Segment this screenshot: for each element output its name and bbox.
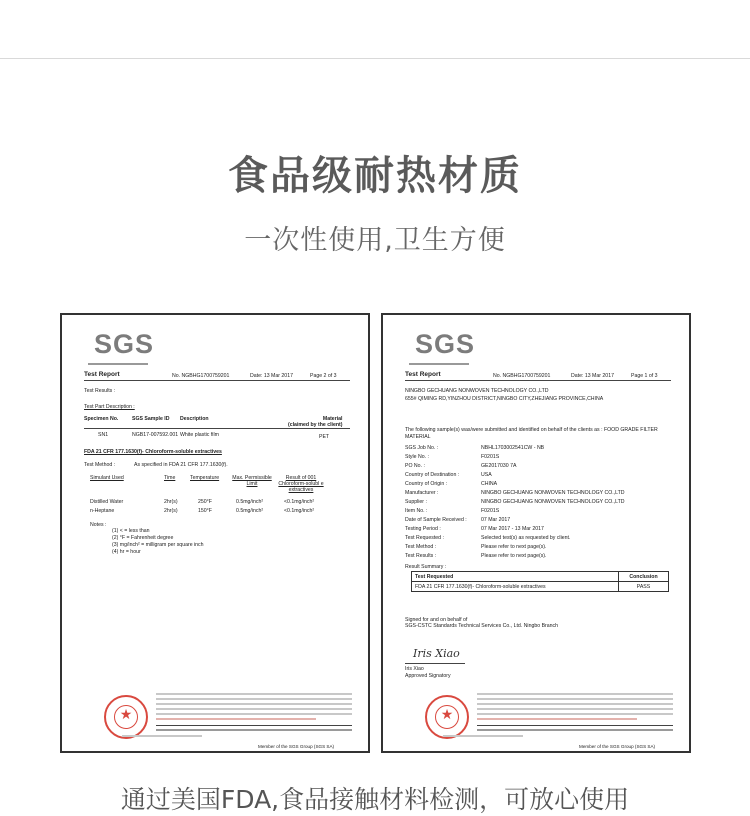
fine-print bbox=[156, 693, 352, 695]
field-value: GE2017030 7A bbox=[481, 463, 517, 469]
sim-header: Simulant Used bbox=[90, 475, 124, 481]
summary-label: Result Summary : bbox=[405, 564, 447, 570]
field-value: Please refer to next page(s). bbox=[481, 544, 547, 550]
client-address: 655# QIMING RD,YINZHOU DISTRICT,NINGBO CITY,ZHEJIANG PROVINCE,CHINA bbox=[405, 396, 604, 402]
signer-name: Iris Xiao bbox=[405, 666, 424, 672]
field-label: PO No. : bbox=[405, 463, 425, 469]
field-label: Test Results : bbox=[405, 553, 437, 559]
top-divider bbox=[0, 58, 750, 59]
fine-print bbox=[122, 735, 202, 737]
signer-title: Approved Signatory bbox=[405, 673, 451, 679]
sim-cell: n-Heptane bbox=[90, 508, 115, 514]
summary-cell: FDA 21 CFR 177.1630(f)- Chloroform-soluble extractives bbox=[412, 582, 619, 592]
member-line: Member of the SGS Group (SGS SA) bbox=[579, 744, 656, 749]
field-value: F0201S bbox=[481, 454, 500, 460]
spec-cell: White plastic film bbox=[180, 432, 219, 438]
official-stamp bbox=[425, 695, 469, 739]
field-label: Date of Sample Received : bbox=[405, 517, 467, 523]
report-number: No. NGBHG1700759201 bbox=[172, 373, 230, 379]
spec-header: Description bbox=[180, 416, 209, 422]
star-icon: ★ bbox=[440, 706, 454, 722]
fine-print bbox=[477, 713, 673, 715]
field-value: Selected test(s) as requested by client. bbox=[481, 535, 571, 541]
sim-header: Result of 001 Chloroform-solubl e extractives bbox=[278, 475, 324, 493]
page-subtitle: 一次性使用,卫生方便 bbox=[244, 225, 506, 256]
logo-underline bbox=[409, 363, 469, 365]
result-summary-table bbox=[411, 571, 669, 592]
field-label: Manufacturer : bbox=[405, 490, 439, 496]
field-label: Supplier : bbox=[405, 499, 427, 505]
fine-print bbox=[156, 713, 352, 715]
sgs-logo: SGS bbox=[415, 329, 476, 359]
member-line: Member of the SGS Group (SGS SA) bbox=[258, 744, 335, 749]
fine-print bbox=[156, 729, 352, 731]
sim-header: Max. Permissible Limit bbox=[232, 475, 272, 487]
field-label: Test Method : bbox=[405, 544, 437, 550]
note-item: (3) mg/inch² = milligram per square inch bbox=[112, 542, 204, 548]
results-label: Test Results : bbox=[84, 388, 116, 394]
spec-cell: PET bbox=[319, 434, 330, 440]
fine-print bbox=[477, 693, 673, 695]
field-label: Testing Period : bbox=[405, 526, 441, 532]
report-page: Page 1 of 3 bbox=[631, 373, 658, 379]
field-value: CHINA bbox=[481, 481, 498, 487]
sim-cell: 250°F bbox=[198, 499, 212, 505]
sim-cell: <0.1mg/inch² bbox=[284, 508, 315, 514]
footer-rule bbox=[156, 725, 352, 726]
field-value: USA bbox=[481, 472, 492, 478]
handwritten-signature: Iris Xiao bbox=[413, 647, 460, 660]
spec-header: Specimen No. bbox=[84, 416, 119, 422]
summary-header: Test Requested bbox=[412, 572, 619, 582]
fine-print bbox=[477, 729, 673, 731]
logo-underline bbox=[88, 363, 148, 365]
page-title: 食品级耐热材质 bbox=[228, 153, 522, 199]
field-label: Test Requested : bbox=[405, 535, 444, 541]
client-company: NINGBO GECHUANG NONWOVEN TECHNOLOGY CO.,LTD bbox=[405, 388, 549, 394]
report-page: Page 2 of 3 bbox=[310, 373, 337, 379]
signed-text: SGS-CSTC Standards Technical Services Co., Ltd. Ningbo Branch bbox=[405, 623, 559, 629]
signed-text: Signed for and on behalf of bbox=[405, 617, 468, 623]
spec-cell: NGB17-007592.001 bbox=[132, 432, 179, 438]
field-label: SGS Job No. : bbox=[405, 445, 439, 451]
fine-print bbox=[156, 718, 316, 720]
sim-cell: 0.5mg/inch² bbox=[236, 508, 264, 514]
bottom-caption: 通过美国FDA,食品接触材料检测，可放心使用 bbox=[120, 785, 630, 814]
report-number: No. NGBHG1700759201 bbox=[493, 373, 551, 379]
note-item: (2) °F = Fahrenheit degree bbox=[112, 535, 174, 541]
sim-cell: 2hr(s) bbox=[164, 508, 178, 514]
summary-header: Conclusion bbox=[619, 572, 669, 582]
field-label: Country of Destination : bbox=[405, 472, 460, 478]
notes-label: Notes : bbox=[90, 522, 107, 528]
fine-print bbox=[156, 698, 352, 700]
field-value: 07 Mar 2017 - 13 Mar 2017 bbox=[481, 526, 544, 532]
spec-rule bbox=[84, 428, 350, 429]
field-label: Item No. : bbox=[405, 508, 428, 514]
field-label: Country of Origin : bbox=[405, 481, 448, 487]
official-stamp bbox=[104, 695, 148, 739]
sim-header: Temperature bbox=[190, 475, 220, 481]
field-label: Style No. : bbox=[405, 454, 429, 460]
spec-cell: SN1 bbox=[98, 432, 109, 438]
field-value: Please refer to next page(s). bbox=[481, 553, 547, 559]
field-value: NINGBO GECHUANG NONWOVEN TECHNOLOGY CO.,LTD bbox=[481, 490, 625, 496]
spec-header: Material (claimed by the client) bbox=[288, 416, 343, 428]
summary-cell: PASS bbox=[619, 582, 669, 592]
fine-print bbox=[156, 708, 352, 710]
spec-header: SGS Sample ID bbox=[132, 416, 170, 422]
method-title: FDA 21 CFR 177.1630(f)- Chloroform-soluble extractives bbox=[84, 449, 222, 455]
header-rule bbox=[84, 380, 350, 381]
star-icon: ★ bbox=[119, 706, 133, 722]
sim-cell: Distilled Water bbox=[90, 499, 124, 505]
report-title: Test Report bbox=[84, 371, 120, 378]
method-value: As specified in FDA 21 CFR 177.1630(f). bbox=[134, 462, 228, 468]
footer-rule bbox=[477, 725, 673, 726]
test-report-page-2 bbox=[60, 313, 370, 753]
header-rule bbox=[405, 380, 671, 381]
fine-print bbox=[477, 703, 673, 705]
field-value: NBHL1703002541CW - NB bbox=[481, 445, 545, 451]
sgs-logo: SGS bbox=[94, 329, 155, 359]
intro-text: MATERIAL bbox=[405, 434, 431, 440]
fine-print bbox=[443, 735, 523, 737]
field-value: F0201S bbox=[481, 508, 500, 514]
test-report-page-1 bbox=[381, 313, 691, 753]
fine-print bbox=[477, 708, 673, 710]
sim-cell: 2hr(s) bbox=[164, 499, 178, 505]
note-item: (4) hr = hour bbox=[112, 549, 141, 555]
part-description-label: Test Part Description : bbox=[84, 404, 135, 410]
sim-header: Time bbox=[164, 475, 176, 481]
field-value: NINGBO GECHUANG NONWOVEN TECHNOLOGY CO.,LTD bbox=[481, 499, 625, 505]
note-item: (1) < = less than bbox=[112, 528, 150, 534]
report-date: Date: 13 Mar 2017 bbox=[250, 373, 293, 379]
sim-cell: 0.5mg/inch² bbox=[236, 499, 264, 505]
field-value: 07 Mar 2017 bbox=[481, 517, 511, 523]
report-date: Date: 13 Mar 2017 bbox=[571, 373, 614, 379]
fine-print bbox=[477, 718, 637, 720]
fine-print bbox=[156, 703, 352, 705]
intro-text: The following sample(s) was/were submitted and identified on behalf of the clients as : FOOD GRADE FILTER bbox=[405, 427, 658, 433]
sim-cell: 150°F bbox=[198, 508, 212, 514]
report-title: Test Report bbox=[405, 371, 441, 378]
signature-rule bbox=[405, 663, 465, 664]
fine-print bbox=[477, 698, 673, 700]
sim-cell: <0.1mg/inch² bbox=[284, 499, 315, 505]
method-label: Test Method : bbox=[84, 462, 116, 468]
